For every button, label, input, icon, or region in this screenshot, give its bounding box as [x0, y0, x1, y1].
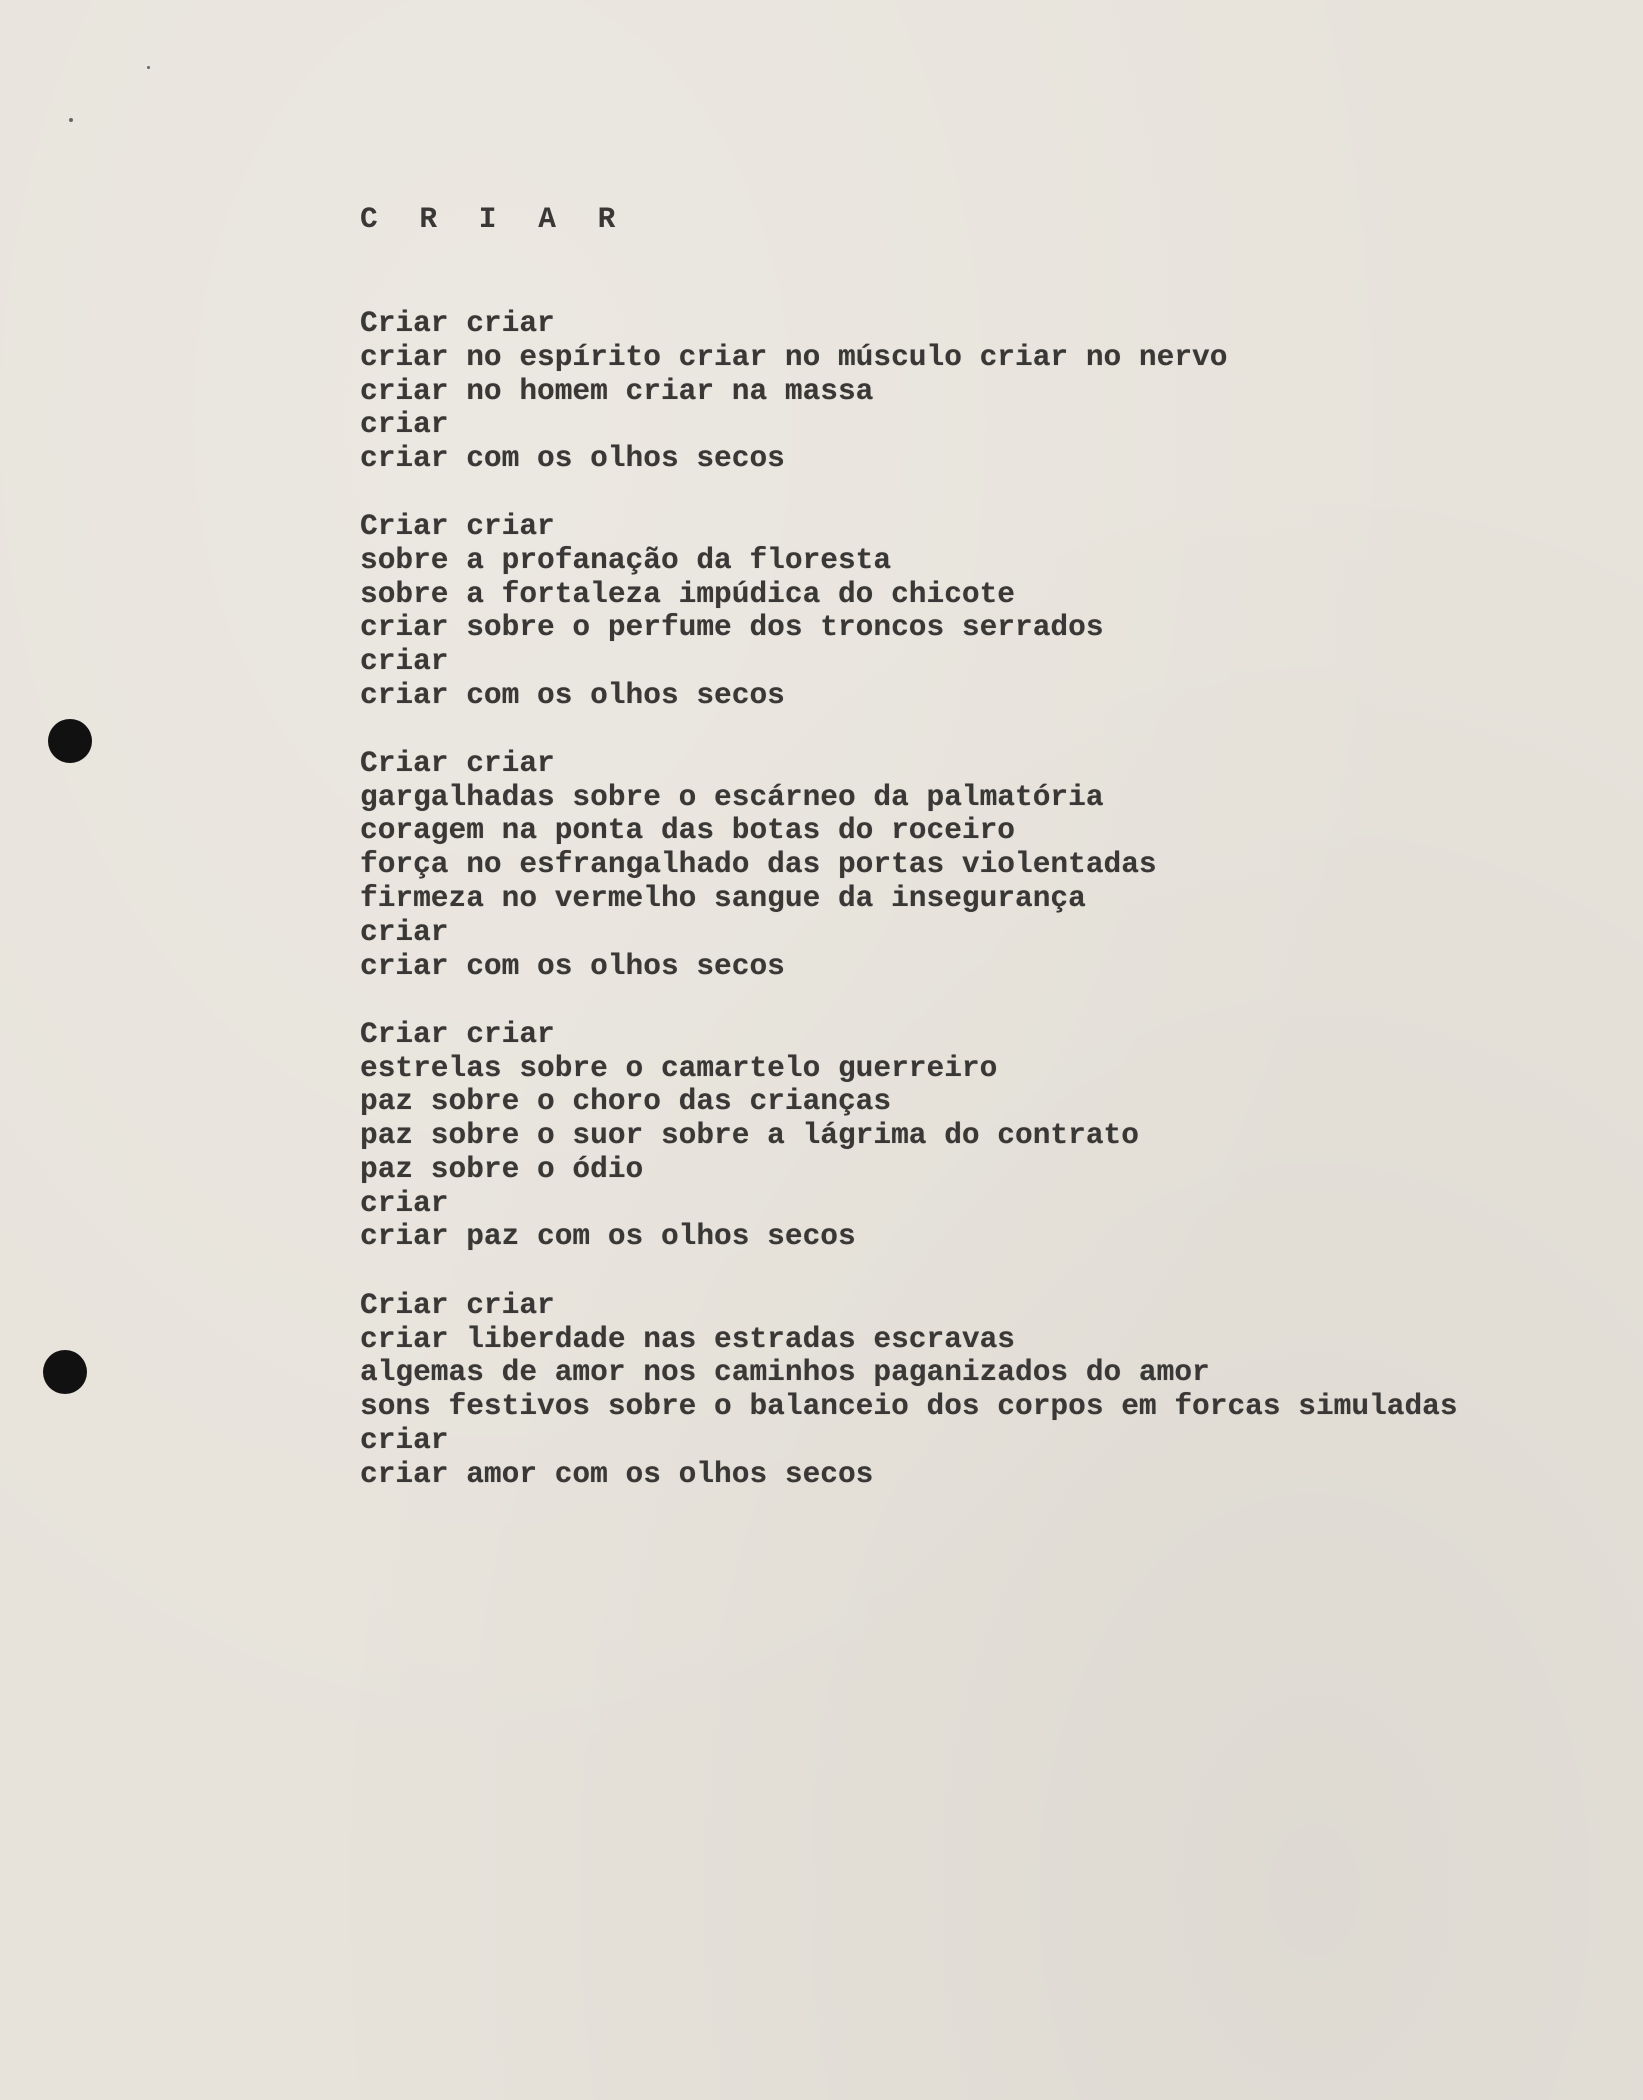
poem-line: criar: [360, 915, 449, 949]
poem-line: Criar criar: [360, 306, 555, 340]
poem-line: criar com os olhos secos: [360, 678, 785, 712]
paper-speck: [147, 66, 150, 69]
poem-line: coragem na ponta das botas do roceiro: [360, 813, 1016, 847]
punch-hole: [48, 719, 92, 763]
poem-line: gargalhadas sobre o escárneo da palmatória: [360, 780, 1104, 814]
poem-line: criar liberdade nas estradas escravas: [360, 1322, 1016, 1356]
poem-line: criar: [360, 1423, 449, 1457]
poem-line: criar: [360, 644, 449, 678]
poem-line: sons festivos sobre o balanceio dos corpos em forcas simuladas: [360, 1389, 1458, 1423]
poem-line: criar com os olhos secos: [360, 949, 785, 983]
punch-hole: [43, 1350, 87, 1394]
poem-line: criar sobre o perfume dos troncos serrados: [360, 610, 1104, 644]
poem-line: criar com os olhos secos: [360, 441, 785, 475]
poem-line: Criar criar: [360, 509, 555, 543]
poem-line: paz sobre o choro das crianças: [360, 1084, 892, 1118]
poem-line: Criar criar: [360, 1288, 555, 1322]
poem-line: paz sobre o ódio: [360, 1152, 644, 1186]
poem-line: Criar criar: [360, 1017, 555, 1051]
poem-line: firmeza no vermelho sangue da insegurança: [360, 881, 1086, 915]
poem-line: Criar criar: [360, 746, 555, 780]
poem-line: força no esfrangalhado das portas violentadas: [360, 847, 1157, 881]
poem-line: criar no homem criar na massa: [360, 374, 874, 408]
poem-line: criar no espírito criar no músculo criar no nervo: [360, 340, 1228, 374]
poem-line: criar paz com os olhos secos: [360, 1219, 856, 1253]
poem-line: criar: [360, 1186, 449, 1220]
paper-speck: [69, 118, 73, 122]
poem-line: estrelas sobre o camartelo guerreiro: [360, 1051, 998, 1085]
poem-line: criar amor com os olhos secos: [360, 1457, 874, 1491]
poem-title: C R I A R: [360, 202, 628, 236]
poem-line: criar: [360, 407, 449, 441]
poem-line: paz sobre o suor sobre a lágrima do contrato: [360, 1118, 1139, 1152]
poem-line: algemas de amor nos caminhos paganizados do amor: [360, 1355, 1210, 1389]
poem-line: sobre a fortaleza impúdica do chicote: [360, 577, 1016, 611]
poem-line: sobre a profanação da floresta: [360, 543, 892, 577]
